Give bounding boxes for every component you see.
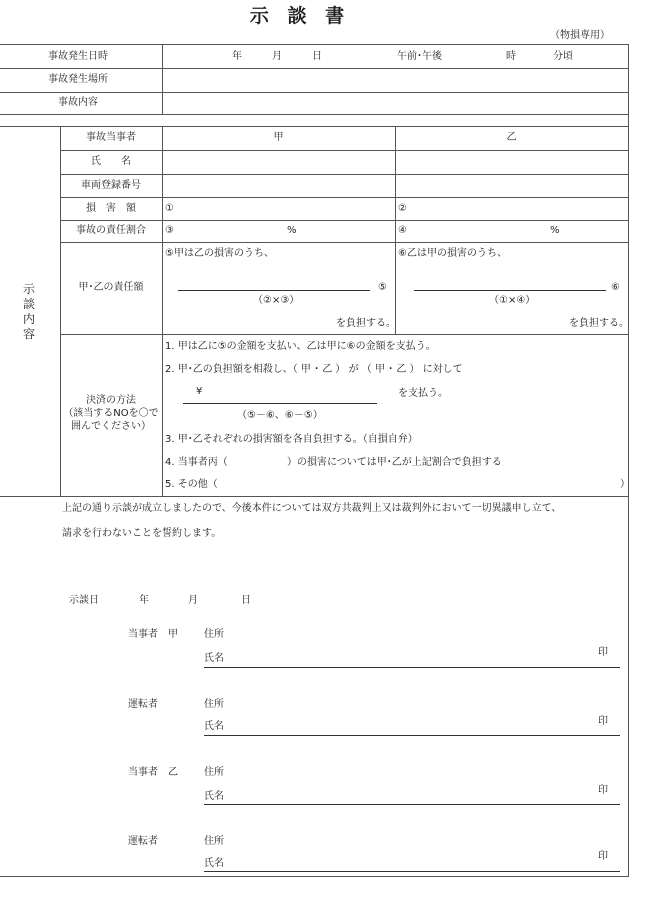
liability-b-text: ⑥乙は甲の損害のうち、 (398, 248, 507, 259)
party-a-label: 当事者 甲 (128, 629, 178, 640)
settlement-day-label: 日 (241, 595, 251, 606)
settlement-option-1: 1. 甲は乙に⑤の金額を支払い、乙は甲に⑥の金額を支払う。 (165, 341, 436, 352)
driver-a-address-label: 住所 (204, 699, 224, 710)
settlement-label-line1: 決済の方法 (86, 395, 136, 406)
driver-b-address-label: 住所 (204, 836, 224, 847)
party-a-seal: 印 (598, 647, 608, 658)
frame-line (628, 44, 629, 876)
party-b-name-label: 氏名 (204, 791, 224, 802)
form-type-note: （物損専用） (550, 30, 610, 41)
ratio-b-marker: ④ (398, 225, 407, 236)
settlement-date-label: 示談日 (69, 595, 99, 606)
driver-a-signature-line (204, 735, 620, 736)
settlement-option-5-close: ） (620, 479, 630, 490)
accident-year-label: 年 (232, 51, 242, 62)
damage-label: 損 害 額 (86, 203, 136, 214)
ratio-b-percent: % (550, 225, 560, 236)
settlement-formula: （⑤－⑥、⑥－⑤） (237, 410, 323, 421)
party-a-address-label: 住所 (204, 629, 224, 640)
settlement-pay-text: を支払う。 (398, 388, 448, 399)
party-b-header: 乙 (506, 132, 517, 143)
liability-a-suffix: を負担する。 (336, 318, 396, 329)
liability-a-circle: ⑤ (378, 282, 387, 293)
driver-a-name-label: 氏名 (204, 721, 224, 732)
accident-place-label: 事故発生場所 (48, 74, 108, 85)
frame-line (0, 876, 629, 877)
accident-minute-label: 分頃 (553, 51, 573, 62)
settlement-option-3: 3. 甲･乙それぞれの損害額を各自負担する。（自損自弁） (165, 434, 418, 445)
frame-line (0, 44, 628, 45)
liability-label: 甲･乙の責任額 (78, 282, 144, 293)
statement-line-1: 上記の通り示談が成立しましたので、今後本件については双方共裁判上又は裁判外において一切異議申し立て、 (62, 503, 562, 514)
settlement-option-4a: 4. 当事者丙（ (165, 457, 228, 468)
liability-a-line (178, 290, 370, 291)
settlement-yen-sign: ¥ (196, 386, 203, 397)
liability-b-circle: ⑥ (611, 282, 620, 293)
liability-b-line (414, 290, 606, 291)
damage-b-marker: ② (398, 203, 407, 214)
ratio-a-marker: ③ (165, 225, 174, 236)
party-b-signature-line (204, 804, 620, 805)
accident-hour-label: 時 (506, 51, 516, 62)
ratio-a-percent: % (287, 225, 297, 236)
party-a-name-label: 氏名 (204, 653, 224, 664)
statement-line-2: 請求を行わないことを誓約します。 (62, 528, 222, 539)
settlement-option-2: 2. 甲･乙の負担額を相殺し、（ 甲 ･ 乙 ） が （ 甲 ･ 乙 ） に対して (165, 364, 463, 375)
party-b-label: 当事者 乙 (128, 767, 178, 778)
driver-a-label: 運転者 (128, 699, 158, 710)
driver-b-label: 運転者 (128, 836, 158, 847)
liability-a-formula: （②×③） (253, 295, 300, 306)
settlement-option-4b: ）の損害については甲･乙が上記割合で負担する (287, 457, 502, 468)
accident-ampm-label: 午前･午後 (397, 51, 442, 62)
driver-a-seal: 印 (598, 716, 608, 727)
accident-content-label: 事故内容 (58, 97, 98, 108)
settlement-month-label: 月 (188, 595, 198, 606)
settlement-year-label: 年 (139, 595, 149, 606)
liability-b-formula: （①×④） (489, 295, 536, 306)
driver-b-signature-line (204, 871, 620, 872)
settlement-label-line3: 囲んでください） (71, 421, 151, 432)
driver-b-name-label: 氏名 (204, 858, 224, 869)
driver-b-seal: 印 (598, 851, 608, 862)
damage-a-marker: ① (165, 203, 174, 214)
party-a-signature-line (204, 667, 620, 668)
accident-datetime-label: 事故発生日時 (48, 51, 108, 62)
page-title: 示 談 書 (249, 5, 351, 27)
party-b-address-label: 住所 (204, 767, 224, 778)
parties-header-label: 事故当事者 (86, 132, 136, 143)
liability-b-suffix: を負担する。 (569, 318, 629, 329)
accident-day-label: 日 (312, 51, 322, 62)
party-b-seal: 印 (598, 785, 608, 796)
party-a-header: 甲 (273, 132, 284, 143)
accident-month-label: 月 (272, 51, 282, 62)
liability-a-text: ⑤甲は乙の損害のうち、 (165, 248, 274, 259)
fault-ratio-label: 事故の責任割合 (76, 225, 146, 236)
settlement-label-line2: （該当するNOを〇で (63, 408, 159, 419)
settlement-option-5: 5. その他（ (165, 479, 218, 490)
settlement-amount-line (183, 403, 377, 404)
section-label: 示談内容 (23, 282, 36, 341)
vehicle-number-label: 車両登録番号 (81, 180, 141, 191)
name-label: 氏 名 (91, 156, 131, 167)
